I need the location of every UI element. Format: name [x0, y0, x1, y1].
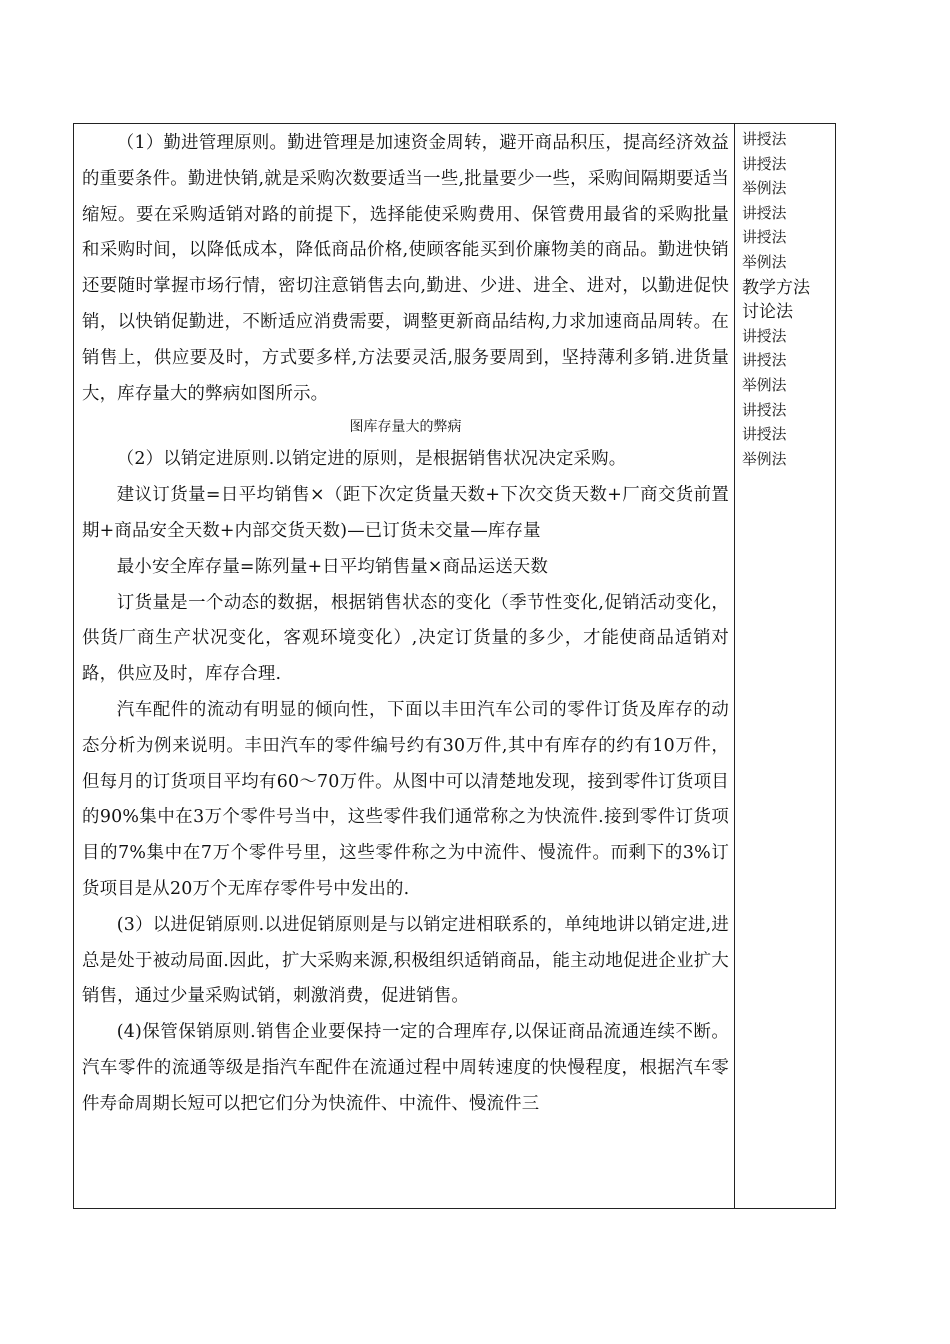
method-item: 讲授法	[742, 131, 787, 148]
paragraph-sales-based-purchase: （2）以销定进原则.以销定进的原则，是根据销售状况决定采购。	[116, 449, 627, 470]
paragraph-storage-principle: (4)保管保销原则.销售企业要保持一定的合理库存,以保证商品流通连续不断。汽车零件的流通等级是指汽车配件在流通过程中周转速度的快慢程度，根据汽车零件寿命周期长短可以把它们分为快流件、中流件、慢流件三	[82, 1022, 729, 1114]
paragraph-order-quantity: 订货量是一个动态的数据，根据销售状态的变化（季节性变化,促销活动变化，供货厂商生产状况变化，客观环境变化）,决定订货量的多少，才能使商品适销对路，供应及时，库存合理.	[82, 592, 729, 685]
method-item: 讲授法	[742, 401, 787, 419]
method-item: 讲授法	[742, 352, 787, 370]
paragraph-diligent-purchase: （1）勤进管理原则。勤进管理是加速资金周转，避开商品积压，提高经济效益的重要条件。勤进快销,就是采购次数要适当一些,批量要少一些，采购间隔期要适当缩短。要在采购适销对路的前提下，选择能使采购费用、保管费用最省的采购批量和采购时间，以降低成本，降低商品价格,使顾客能买到价廉物美的商品。勤进快销还要随时掌握市场行情，密切注意销售去向,勤进、少进、进全、进对，以勤进促快销，以快销促勤进，不断适应消费需要，调整更新商品结构,力求加速商品周转。在销售上，供应要及时，方式要多样,方法要灵活,服务要周到，坚持薄利多销.进货量大，库存量大的弊病如图所示。	[82, 133, 729, 404]
formula-suggested-order: 建议订货量=日平均销售×（距下次定货量天数+下次交货天数+厂商交货前置期+商品安全天数+内部交货天数)—已订货未交量—库存量	[82, 485, 729, 541]
method-heading: 教学方法	[742, 277, 810, 298]
lesson-table	[73, 123, 836, 1209]
content-column	[82, 126, 729, 1123]
paragraph-toyota-example: 汽车配件的流动有明显的倾向性，下面以丰田汽车公司的零件订货及库存的动态分析为例来说明。丰田汽车的零件编号约有30万件,其中有库存的约有10万件，但每月的订货项目平均有60～70万件。从图中可以清楚地发现，接到零件订货项目的90%集中在3万个零件号当中，这些零件我们通常称之为快流件.接到零件订货项目的7%集中在7万个零件号里，这些零件称之为中流件、慢流件。而剩下的3%订货项目是从20万个无库存零件号中发出的.	[82, 699, 729, 899]
paragraph-purchase-promotes-sales: (3）以进促销原则.以进促销原则是与以销定进相联系的，单纯地讲以销定进,进总是处于被动局面.因此，扩大采购来源,积极组织适销商品，能主动地促进企业扩大销售，通过少量采购试销，刺激消费，促进销售。	[82, 914, 729, 1007]
method-item: 举例法	[742, 376, 787, 394]
method-item: 讲授法	[742, 155, 787, 173]
method-item: 讨论法	[742, 302, 793, 323]
column-divider	[734, 124, 735, 1208]
teaching-methods-column	[742, 128, 832, 472]
method-item: 讲授法	[742, 229, 787, 247]
method-item: 讲授法	[742, 204, 787, 222]
method-item: 举例法	[742, 180, 787, 198]
method-item: 举例法	[742, 253, 787, 271]
method-item: 讲授法	[742, 327, 787, 345]
formula-min-safety-stock: 最小安全库存量=陈列量+日平均销售量×商品运送天数	[116, 556, 549, 577]
method-item: 讲授法	[742, 426, 787, 444]
method-item: 举例法	[742, 450, 787, 468]
figure-caption: 图库存量大的弊病	[349, 419, 462, 436]
